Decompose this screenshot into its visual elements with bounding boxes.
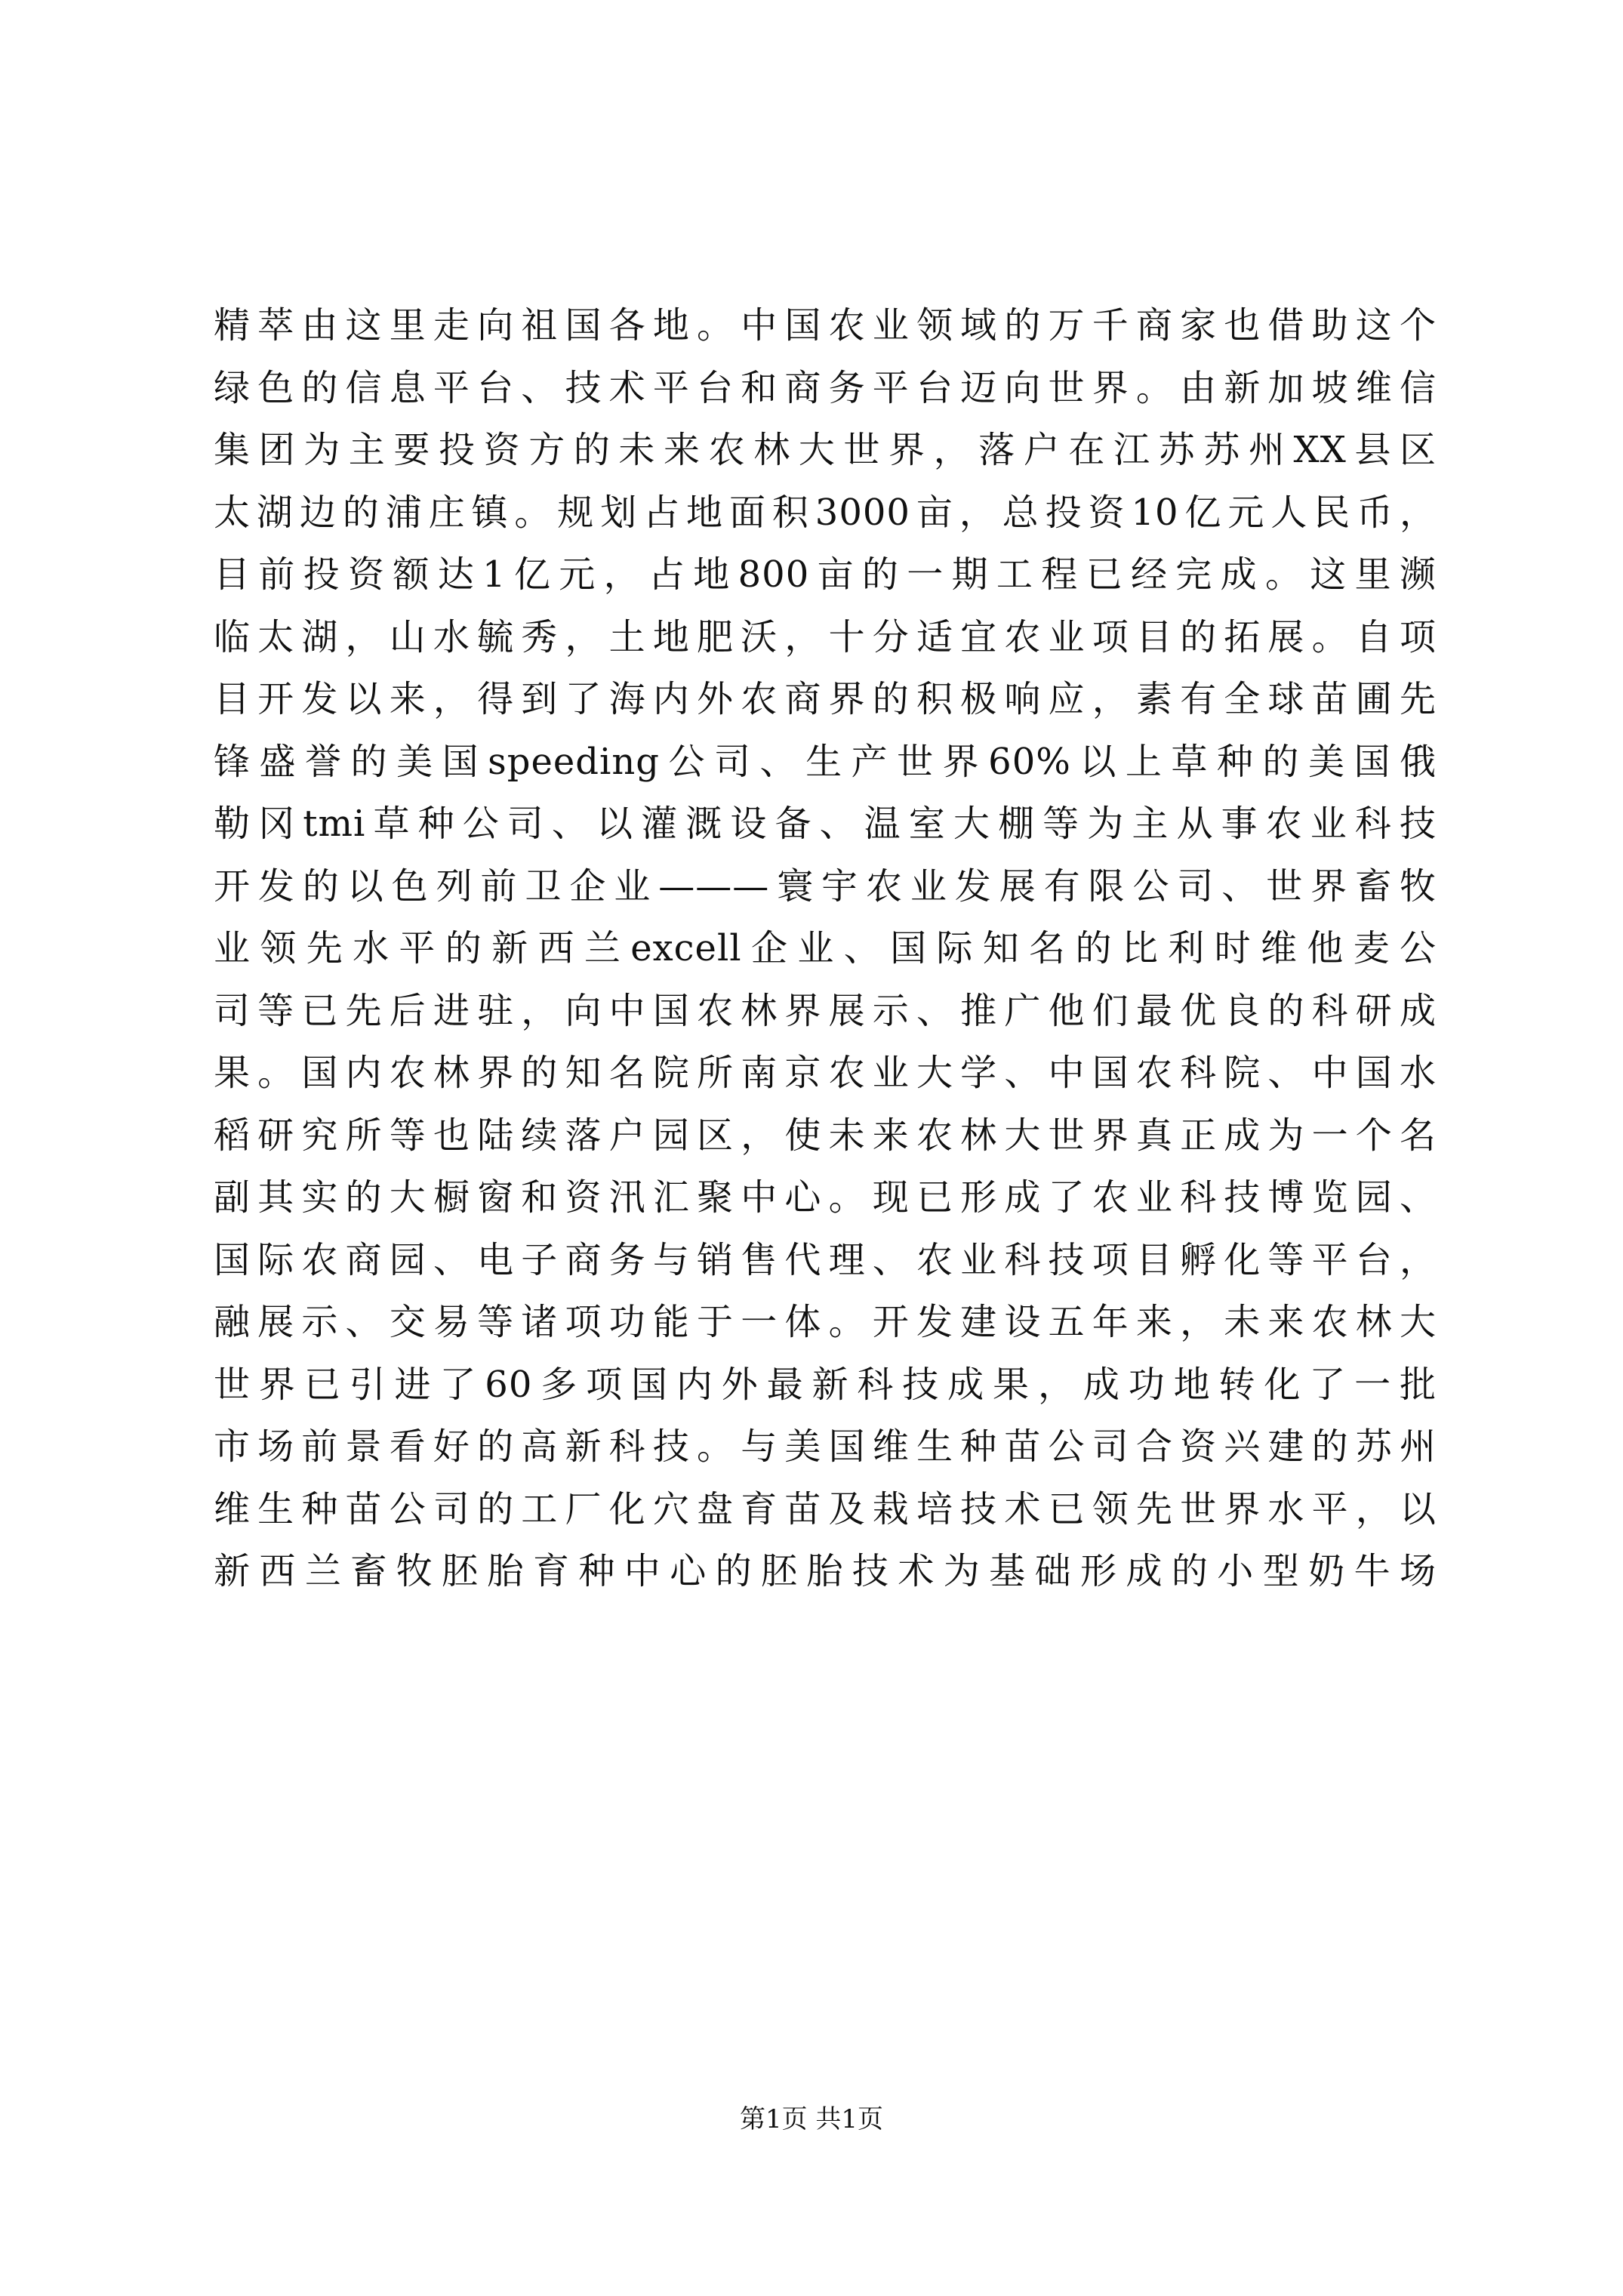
page-footer — [0, 2103, 1623, 2136]
text-line: 市场前景看好的高新科技。与美国维生种苗公司合资兴建的苏州 — [214, 1425, 1437, 1468]
text-line: 业领先水平的新西兰excell企业、国际知名的比利时维他麦公 — [214, 927, 1437, 969]
text-line: 开发的以色列前卫企业———寰宇农业发展有限公司、世界畜牧 — [214, 864, 1437, 908]
text-line: 勒冈tmi草种公司、以灌溉设备、温室大棚等为主从事农业科技 — [214, 803, 1437, 845]
text-line: 精萃由这里走向祖国各地。中国农业领域的万千商家也借助这个 — [214, 304, 1437, 347]
text-line: 临太湖，山水毓秀，土地肥沃，十分适宜农业项目的拓展。自项 — [214, 615, 1437, 658]
text-line: 国际农商园、电子商务与销售代理、农业科技项目孵化等平台， — [214, 1238, 1437, 1281]
text-line: 锋盛誉的美国speeding公司、生产世界60%以上草种的美国俄 — [214, 740, 1437, 783]
text-line: 新西兰畜牧胚胎育种中心的胚胎技术为基础形成的小型奶牛场 — [214, 1550, 1437, 1592]
text-line: 司等已先后进驻，向中国农林界展示、推广他们最优良的科研成 — [214, 989, 1437, 1032]
text-line: 集团为主要投资方的未来农林大世界，落户在江苏苏州XX县区 — [214, 429, 1437, 471]
text-line: 维生种苗公司的工厂化穴盘育苗及栽培技术已领先世界水平，以 — [214, 1487, 1437, 1530]
text-line: 太湖边的浦庄镇。规划占地面积3000亩，总投资10亿元人民币， — [214, 491, 1437, 534]
page-number: 第1页 共1页 — [739, 2104, 884, 2134]
body-paragraph — [214, 294, 1437, 1603]
text-line: 绿色的信息平台、技术平台和商务平台迈向世界。由新加坡维信 — [214, 366, 1437, 409]
text-line: 副其实的大橱窗和资汛汇聚中心。现已形成了农业科技博览园、 — [214, 1176, 1437, 1219]
text-line: 目前投资额达1亿元，占地800亩的一期工程已经完成。这里濒 — [214, 553, 1437, 596]
text-line: 融展示、交易等诸项功能于一体。开发建设五年来，未来农林大 — [214, 1301, 1437, 1343]
text-line: 世界已引进了60多项国内外最新科技成果，成功地转化了一批 — [214, 1363, 1437, 1406]
text-line: 果。国内农林界的知名院所南京农业大学、中国农科院、中国水 — [214, 1052, 1437, 1094]
text-line: 目开发以来，得到了海内外农商界的积极响应，素有全球苗圃先 — [214, 678, 1437, 720]
text-line: 稻研究所等也陆续落户园区，使未来农林大世界真正成为一个名 — [214, 1114, 1437, 1157]
